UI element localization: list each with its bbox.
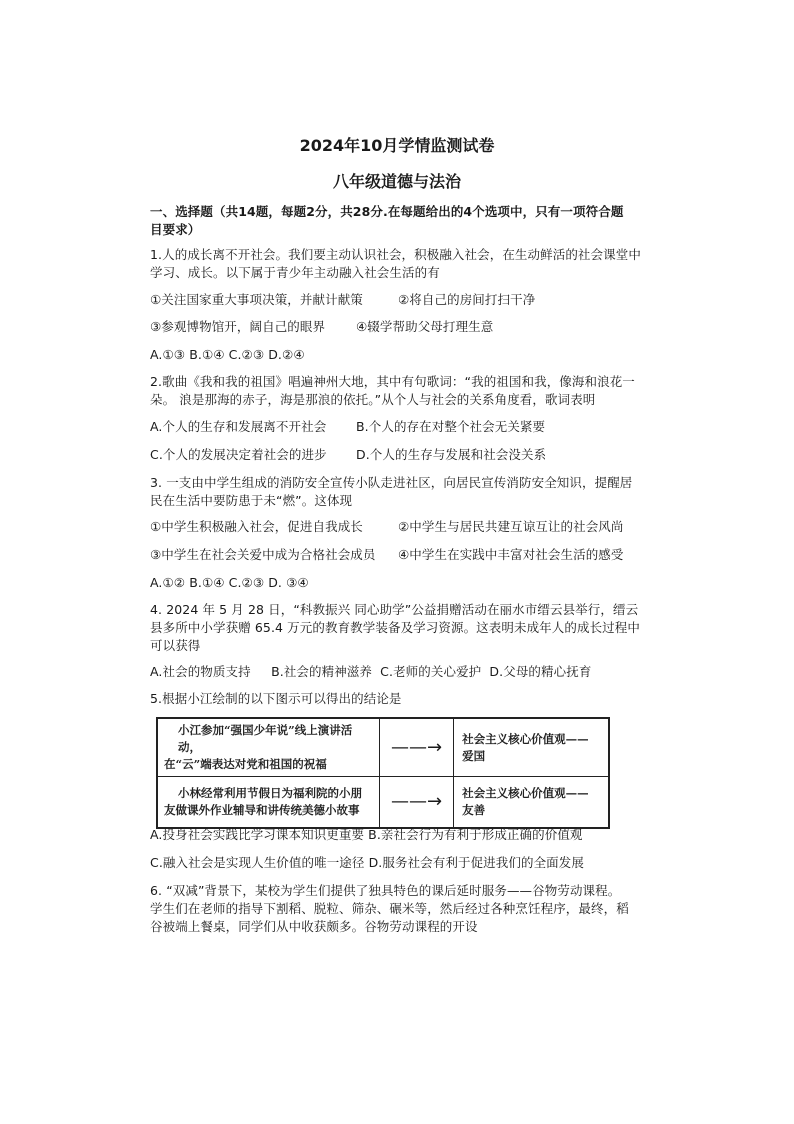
- exam-title: 2024年10月学情监测试卷: [299, 136, 495, 155]
- q1-stem-line1: 1.人的成长离不开社会。我们要主动认识社会，积极融入社会，在生动鲜活的社会课堂中: [150, 247, 641, 262]
- diagram-value-text: 社会主义核心价值观——: [462, 786, 589, 800]
- exam-subtitle: 八年级道德与法治: [332, 172, 461, 191]
- q4-stem-line1: 4. 2024 年 5 月 28 日，“科教振兴 同心助学”公益捐赠活动在丽水市缙云县举行，缙云: [150, 602, 639, 617]
- diagram-value-text: 友善: [462, 803, 486, 817]
- diagram-value-text: 社会主义核心价值观——: [462, 731, 589, 746]
- q4-stem-line3: 可以获得: [150, 638, 201, 653]
- q5-stem: 5.根据小江绘制的以下图示可以得出的结论是: [150, 691, 402, 706]
- diagram-cause-cell: [157, 777, 380, 829]
- q2-stem-line1: 2.歌曲《我和我的祖国》唱遍神州大地，其中有句歌词：“我的祖国和我，像海和浪花一: [150, 374, 635, 389]
- q2-choice-b: B.个人的存在对整个社会无关紧要: [356, 419, 546, 434]
- diagram-cause-text: 友做课外作业辅导和讲传统美德小故事: [164, 803, 360, 817]
- diagram-cause-cell: [157, 718, 380, 777]
- q4-choices: A.社会的物质支持 B.社会的精神滋养 C.老师的关心爱护 D.父母的精心抚育: [150, 664, 592, 679]
- q3-stem-line1: 3. 一支由中学生组成的消防安全宣传小队走进社区，向居民宣传消防安全知识，提醒居: [150, 475, 633, 490]
- diagram-arrow: ——→: [380, 718, 454, 777]
- q1-option-3: ③参观博物馆开，阔自己的眼界: [150, 319, 326, 334]
- diagram-value-cell: [454, 777, 609, 829]
- q1-option-2: ②将自己的房间打扫干净: [398, 292, 536, 307]
- q3-choices: A.①② B.①④ C.②③ D. ③④: [150, 575, 309, 590]
- q6-stem-line1: 6. “双减”背景下，某校为学生们提供了独具特色的课后延时服务——谷物劳动课程。: [150, 883, 621, 898]
- q1-stem-line2: 学习、成长。以下属于青少年主动融入社会生活的有: [150, 265, 440, 280]
- q3-option-4: ④中学生在实践中丰富对社会生活的感受: [398, 547, 624, 562]
- q6-stem-line3: 谷被端上餐桌，同学们从中收获颇多。谷物劳动课程的开设: [150, 919, 478, 934]
- section-heading-line1: 一、选择题（共14题，每题2分，共28分.在每题给出的4个选项中，只有一项符合题: [150, 204, 624, 219]
- q3-option-2: ②中学生与居民共建互谅互让的社会风尚: [398, 519, 624, 534]
- q2-stem-line2: 朵。 浪是那海的赤子，海是那浪的依托。”从个人与社会的关系角度看，歌词表明: [150, 392, 596, 407]
- diagram-row: [157, 718, 609, 777]
- diagram-arrow: ——→: [380, 777, 454, 829]
- q4-stem-line2: 县多所中小学获赠 65.4 万元的教育教学装备及学习资源。这表明未成年人的成长过程中: [150, 620, 640, 635]
- section-heading-line2: 目要求）: [150, 222, 201, 237]
- diagram-value-cell: [454, 718, 609, 777]
- diagram-row: [157, 777, 609, 829]
- q3-stem-line2: 民在生活中要防患于未“燃”。这体现: [150, 493, 353, 508]
- q3-option-1: ①中学生积极融入社会，促进自我成长: [150, 519, 363, 534]
- q5-choices-cd: C.融入社会是实现人生价值的唯一途径 D.服务社会有利于促进我们的全面发展: [150, 855, 584, 870]
- q2-choice-c: C.个人的发展决定着社会的进步: [150, 447, 327, 462]
- q3-option-3: ③中学生在社会关爱中成为合格社会成员: [150, 547, 376, 562]
- diagram-cause-text: 在“云”端表达对党和祖国的祝福: [164, 757, 327, 771]
- q1-choices: A.①③ B.①④ C.②③ D.②④: [150, 347, 305, 362]
- q6-stem-line2: 学生们在老师的指导下割稻、脱粒、筛杂、碾米等，然后经过各种烹饪程序，最终，稻: [150, 901, 629, 916]
- q2-choice-d: D.个人的生存与发展和社会没关系: [356, 447, 547, 462]
- diagram-cause-text: 小江参加“强国少年说”线上演讲活动，: [178, 723, 353, 754]
- diagram-value-text: 爱国: [462, 748, 486, 763]
- q2-choice-a: A.个人的生存和发展离不开社会: [150, 419, 327, 434]
- q1-option-4: ④辍学帮助父母打理生意: [356, 319, 494, 334]
- q1-option-1: ①关注国家重大事项决策，并献计献策: [150, 292, 363, 307]
- q5-diagram: [156, 717, 610, 829]
- diagram-cause-text: 小林经常利用节假日为福利院的小朋: [178, 786, 362, 800]
- q5-choices-ab: A.投身社会实践比学习课本知识更重要 B.亲社会行为有利于形成正确的价值观: [150, 827, 583, 842]
